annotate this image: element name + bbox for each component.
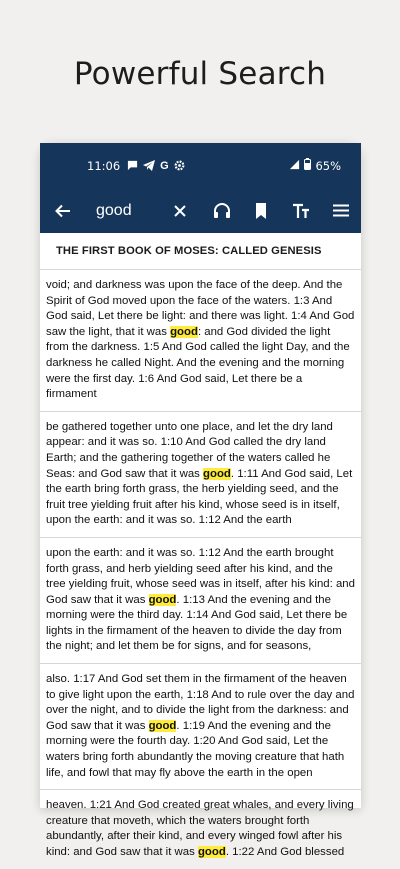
- search-result-item[interactable]: heaven. 1:21 And God created great whales, and every living creature that moveth, which the waters brought forth abundantly, after their kind, and every winged fowl after his kind: and God saw that it was good. 1:22 And God blessed: [46, 799, 354, 858]
- google-icon: G: [160, 159, 169, 172]
- search-match-highlight: good: [148, 593, 177, 606]
- settings-icon: [174, 160, 185, 171]
- search-result-item[interactable]: void; and darkness was upon the face of the deep. And the Spirit of God moved upon the face of the waters. 1:3 And God said, Let there be light: and there was light. 1:4 And God saw the light, that it was good: and God divided the light from the darkness. 1:5 And God called the light Day, and the darkness he called Night. And the evening and the morning were the first day. 1:6 And God said, Let there be a firmament: [40, 270, 361, 412]
- promo-title: Powerful Search: [73, 56, 327, 92]
- search-match-highlight: good: [197, 846, 226, 858]
- status-bar: [40, 143, 361, 188]
- status-right: [289, 158, 341, 173]
- search-match-highlight: good: [170, 325, 198, 338]
- signal-icon: [289, 159, 300, 173]
- search-match-highlight: good: [148, 719, 177, 732]
- search-results: [40, 270, 361, 869]
- menu-icon[interactable]: [326, 188, 356, 233]
- text-size-icon[interactable]: [286, 188, 316, 233]
- search-result-item[interactable]: upon the earth: and it was so. 1:12 And the earth brought forth grass, and herb yielding seed after his kind, and the tree yielding fruit, whose seed was in itself, after his kind: and God saw that it was good. 1:13 And the evening and the morning were the third day. 1:14 And God said, Let there be lights in the firmament of the heaven to divide the day from the night; and let them be for signs, and for seasons,: [40, 538, 361, 664]
- search-result-item[interactable]: be gathered together unto one place, and let the dry land appear: and it was so. 1:10 And God called the dry land Earth; and the gathering together of the waters called he Seas: and God saw that it was good. 1:11 And God said, Let the earth bring forth grass, the herb yielding seed, and the fruit tree yielding fruit after his kind, whose seed is in itself, upon the earth: and it was so. 1:12 And the earth: [40, 412, 361, 538]
- search-input[interactable]: [96, 198, 176, 223]
- search-toolbar: [40, 188, 361, 233]
- clear-icon[interactable]: [165, 188, 195, 233]
- status-time: 11:06: [87, 158, 121, 173]
- back-arrow-icon[interactable]: [48, 188, 78, 233]
- search-match-highlight: good: [203, 467, 231, 480]
- chat-notification-icon: [127, 160, 138, 171]
- search-result-item[interactable]: also. 1:17 And God set them in the firmament of the heaven to give light upon the earth, 1:18 And to rule over the day and over the night, and to divide the light from the darkness: and God saw that it was good. 1:19 And the evening and the morning were the fourth day. 1:20 And God said, Let the waters bring forth abundantly the moving creature that hath life, and fowl that may fly above the earth in the open: [40, 664, 361, 790]
- bookmark-icon[interactable]: [246, 188, 276, 233]
- battery-icon: [304, 158, 311, 173]
- battery-percent: 65%: [315, 158, 341, 173]
- phone-screen: [40, 143, 361, 858]
- book-title: THE FIRST BOOK OF MOSES: CALLED GENESIS: [40, 233, 361, 270]
- telegram-icon: [143, 160, 155, 171]
- headphones-icon[interactable]: [207, 188, 237, 233]
